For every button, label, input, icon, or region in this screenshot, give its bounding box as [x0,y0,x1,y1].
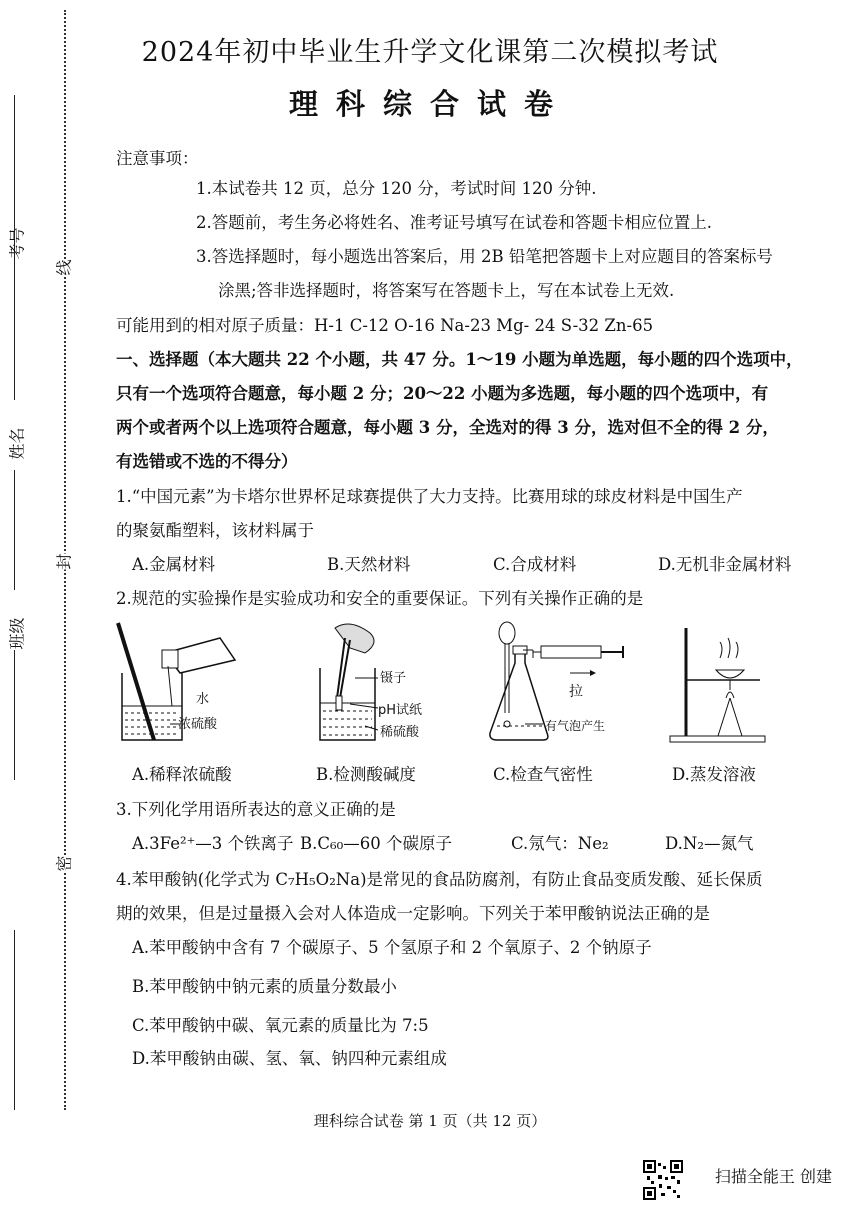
q4-stem-line: 期的效果，但是过量摄入会对人体造成一定影响。下列关于苯甲酸钠说法正确的是 [116,904,710,923]
q4-option-b: B.苯甲酸钠中钠元素的质量分数最小 [132,977,397,996]
label-dilute-acid: 稀硫酸 [380,725,420,740]
atomic-masses: 可能用到的相对原子质量：H-1 C-12 O-16 Na-23 Mg- 24 S-32 Zn-65 [116,316,654,335]
q1-option-a: A.金属材料 [132,555,216,574]
binding-line-3 [14,470,17,590]
binding-line-1 [14,95,17,315]
margin-banji: 班级 [7,617,27,650]
q1-stem-line: 1.“中国元素”为卡塔尔世界杯足球赛提供了大力支持。比赛用球的球皮材料是中国生产 [116,487,743,506]
q4-option-d: D.苯甲酸钠由碳、氢、氧、钠四种元素组成 [132,1049,447,1068]
page-footer: 理科综合试卷 第 1 页（共 12 页） [313,1112,547,1130]
figure-dilute-acid [110,618,250,748]
label-ph-paper: pH试纸 [378,703,423,718]
scanner-watermark: 扫描全能王 创建 [714,1167,832,1186]
q4-stem-line: 4.苯甲酸钠(化学式为 C₇H₅O₂Na)是常见的食品防腐剂，有防止食品变质发酸、延长保质 [116,870,763,889]
section-heading-line: 一、选择题（本大题共 22 个小题，共 47 分。1～19 小题为单选题，每小题的四个选项中， [116,350,803,369]
q3-option-a: A.3Fe²⁺—3 个铁离子 [132,834,294,853]
q4-option-a: A.苯甲酸钠中含有 7 个碳原子、5 个氢原子和 2 个氧原子、2 个钠原子 [132,938,652,957]
notice-heading: 注意事项： [116,149,199,168]
notice-item: 3.答选择题时，每小题选出答案后，用 2B 铅笔把答题卡上对应题目的答案标号 [196,247,773,266]
q1-option-d: D.无机非金属材料 [658,555,792,574]
margin-feng: 封 [52,553,75,569]
q3-option-d: D.N₂—氮气 [665,834,754,853]
figure-airtightness [485,618,655,748]
q1-stem-line: 的聚氨酯塑料，该材料属于 [116,521,314,540]
q1-option-b: B.天然材料 [327,555,411,574]
q2-option-a: A.稀释浓硫酸 [132,765,232,784]
q1-option-c: C.合成材料 [493,555,577,574]
q2-option-c: C.检查气密性 [493,765,593,784]
margin-xingming: 姓名 [7,427,27,460]
q2-option-b: B.检测酸碱度 [316,765,416,784]
q2-stem: 2.规范的实验操作是实验成功和安全的重要保证。下列有关操作正确的是 [116,589,644,608]
qr-code-icon [643,1160,683,1200]
label-tweezers: 镊子 [380,671,407,686]
exam-subtitle: 理科综合试卷 [288,87,571,121]
binding-line-5 [14,930,17,1110]
q4-option-c: C.苯甲酸钠中碳、氧元素的质量比为 7:5 [132,1016,429,1035]
label-conc-acid: 浓硫酸 [178,717,218,732]
q3-option-c: C.氖气：Ne₂ [511,834,609,853]
margin-mi: 密 [52,855,75,871]
section-heading-line: 只有一个选项符合题意，每小题 2 分；20～22 小题为多选题，每小题的四个选项中，有 [116,384,769,403]
figure-ph-test [310,618,460,748]
margin-kaohao: 考号 [7,227,27,260]
binding-line-4 [14,650,17,780]
q2-option-d: D.蒸发溶液 [672,765,756,784]
label-bubbles: 有气泡产生 [545,719,606,733]
exam-title: 2024年初中毕业生升学文化课第二次模拟考试 [141,37,719,68]
notice-item: 涂黑;答非选择题时，将答案写在答题卡上，写在本试卷上无效. [218,281,675,300]
notice-item: 1.本试卷共 12 页，总分 120 分，考试时间 120 分钟. [196,179,597,198]
label-pull: 拉 [569,684,583,700]
section-heading-line: 两个或者两个以上选项符合题意，每小题 3 分，全选对的得 3 分，选对但不全的得 2 分， [116,418,779,437]
q3-stem: 3.下列化学用语所表达的意义正确的是 [116,800,396,819]
margin-xian: 线 [52,259,75,275]
q3-option-b: B.C₆₀—60 个碳原子 [300,834,452,853]
section-heading-line: 有选错或不选的不得分） [116,452,298,471]
figure-evaporate [668,618,778,748]
notice-item: 2.答题前，考生务必将姓名、准考证号填写在试卷和答题卡相应位置上. [196,213,712,232]
binding-line-2 [14,310,17,400]
label-water: 水 [196,692,210,707]
